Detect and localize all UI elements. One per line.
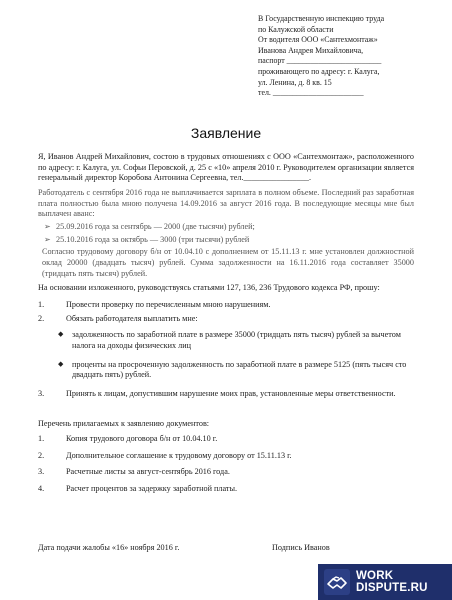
logo-line: WORK (356, 570, 394, 582)
attachment-number: 1. (38, 434, 45, 444)
submission-date: Дата подачи жалобы «16» ноября 2016 г. (38, 543, 180, 552)
basis-paragraph: На основании изложенного, руководствуясь статьями 127, 136, 236 Трудового кодекса РФ, прошу: (38, 283, 380, 293)
addressee-line: по Калужской области (258, 24, 334, 34)
document-title: Заявление (190, 125, 262, 141)
workdispute-logo[interactable] (318, 564, 452, 600)
diamond-bullet-icon: ◆ (58, 330, 64, 339)
addressee-line: ул. Ленина, д. 8 кв. 15 (258, 77, 332, 87)
addressee-block (258, 14, 448, 99)
contract-paragraph: Согласно трудовому договору б/н от 10.04.10 с дополнением от 15.11.13 г. мне установлен должностной оклад 20000 (двадцать тысяч) рублей. Сумма задолженности на 16.11.2016 года составляет 35000 (тридцать пять тысяч) рублей. (42, 247, 414, 278)
salary-paragraph: Работодатель с сентября 2016 года не выплачивается зарплата в полном объеме. Последний раз заработная плата полностью была мною получена 14.09.2016 за август 2016 года. В последующие месяцы мне был выплачен аванс: (38, 187, 414, 219)
addressee-line: проживающего по адресу: г. Калуга, (258, 66, 380, 76)
addressee-line: Иванова Андрея Михайловича, (258, 45, 364, 55)
request-number: 2. (38, 313, 45, 323)
attachment-item (38, 484, 414, 495)
request-number: 1. (38, 299, 45, 309)
advance-item (38, 235, 414, 246)
subitem-text: задолженность по заработной плате в размере 35000 (тридцать пять тысяч) рублей за вычетом налога на доходы физических лиц (72, 330, 401, 350)
attachment-text: Расчет процентов за задержку заработной платы. (66, 484, 238, 494)
request-item (38, 300, 414, 311)
attachment-number: 3. (38, 467, 45, 477)
attachments-title: Перечень прилагаемых к заявлению документов: (38, 419, 210, 429)
request-text: Обязать работодателя выплатить мне: (66, 313, 198, 323)
advance-text: 25.09.2016 года за сентябрь — 2000 (две тысячи) рублей; (56, 221, 255, 231)
request-item (38, 389, 414, 400)
advance-text: 25.10.2016 года за октябрь — 3000 (три тысячи) рублей (56, 234, 250, 244)
diamond-bullet-icon: ◆ (58, 359, 64, 368)
attachment-text: Дополнительное соглашение к трудовому договору от 15.11.13 г. (66, 450, 292, 460)
request-number: 3. (38, 388, 45, 398)
logo-text (356, 570, 428, 594)
logo-line: DISPUTE.RU (356, 582, 428, 594)
attachment-text: Расчетные листы за август-сентябрь 2016 года. (66, 467, 230, 477)
signature-line: Подпись Иванов (272, 543, 330, 552)
handshake-icon (324, 569, 350, 595)
request-text: Провести проверку по перечисленным мною нарушениям. (66, 299, 271, 309)
intro-paragraph: Я, Иванов Андрей Михайлович, состою в трудовых отношениях с ООО «Сантехмонтаж», расположенного по адресу: г. Калуга, ул. Софьи Перовской, д. 25 с «10» апреля 2010 г. Руководителем организации является генеральный директор Коробова Антонина Сергеевна, тел.________________. (38, 152, 414, 183)
request-text: Принять к лицам, допустившим нарушение моих прав, установленные меры ответственности. (66, 388, 396, 398)
addressee-line: От водителя ООО «Сантехмонтаж» (258, 35, 378, 45)
arrow-bullet-icon: ➢ (44, 234, 51, 244)
attachment-item (38, 434, 414, 445)
attachment-text: Копия трудового договора б/н от 10.04.10 г. (66, 434, 218, 444)
attachment-number: 4. (38, 484, 45, 494)
document-body (38, 152, 414, 498)
arrow-bullet-icon: ➢ (44, 221, 51, 231)
addressee-line: тел. _______________________ (258, 88, 364, 98)
request-item (38, 314, 414, 325)
salary-section (38, 188, 414, 279)
attachment-item (38, 451, 414, 462)
attachment-item (38, 467, 414, 478)
advance-item (38, 222, 414, 233)
addressee-line: В Государственную инспекцию труда (258, 14, 385, 23)
payment-subitem (52, 360, 414, 381)
addressee-line: паспорт ________________________ (258, 56, 382, 66)
payment-subitem (52, 330, 414, 351)
subitem-text: проценты на просроченную задолженность по заработной плате в размере 5125 (пять тысяч сто двадцать пять) рублей. (72, 359, 407, 380)
attachment-number: 2. (38, 450, 45, 460)
